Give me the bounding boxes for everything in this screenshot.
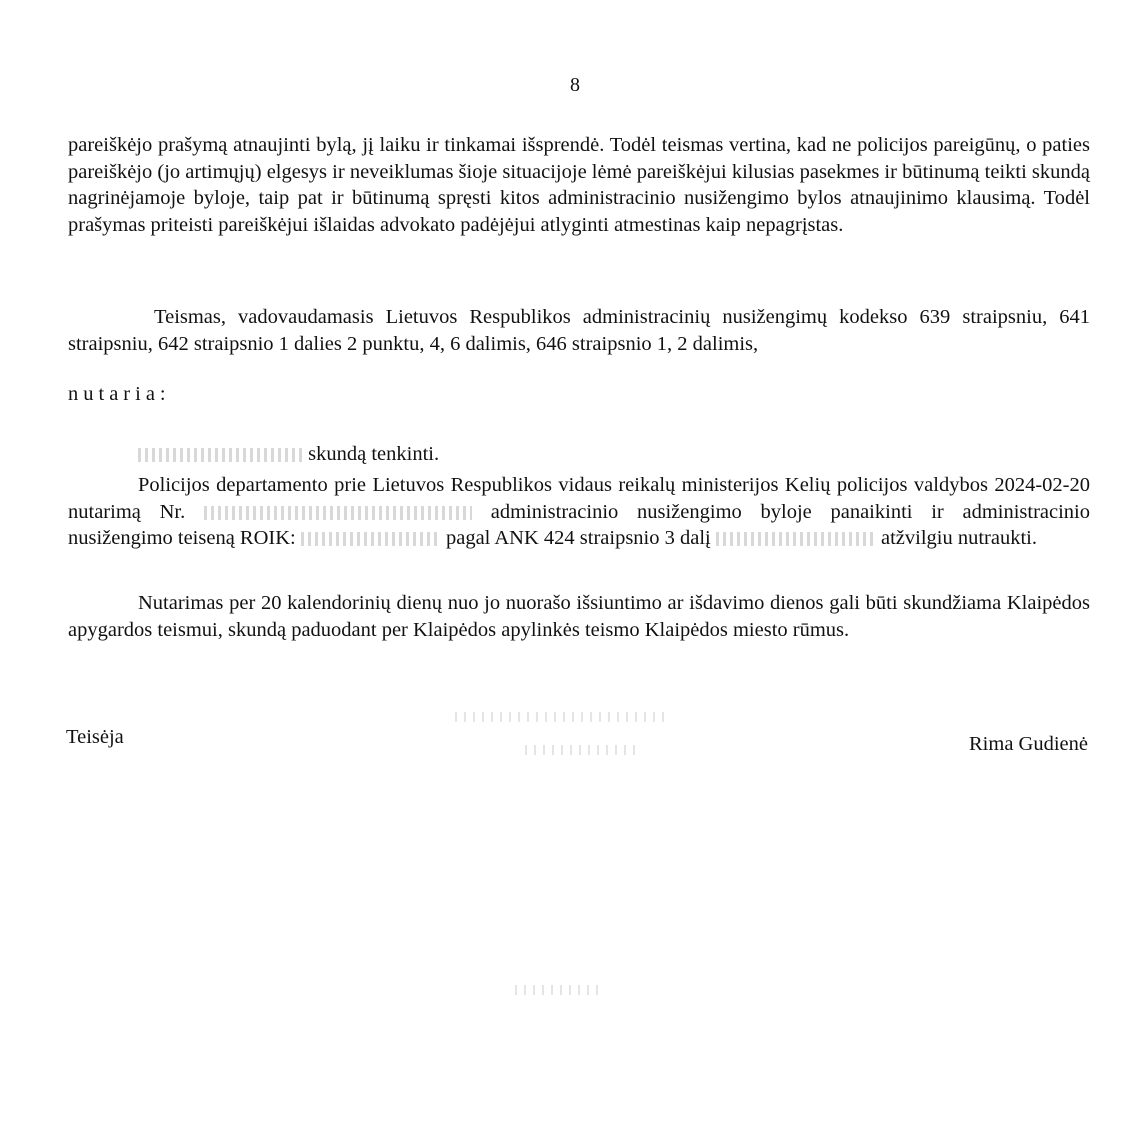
decision-heading: nutaria: (68, 383, 171, 405)
legal-basis-paragraph: Teismas, vadovaudamasis Lietuvos Respublikos administracinių nusižengimų kodekso 639 straipsniu, 641 straipsniu, 642 straipsnio 1 dalies 2 punktu, 4, 6 dalimis, 646 straipsnio 1, 2 dalimis, (68, 306, 1090, 355)
redacted-applicant-name (138, 448, 303, 462)
decision-item-2-part3: pagal ANK 424 straipsnio 3 dalį (445, 527, 711, 549)
page-number: 8 (570, 74, 580, 96)
decision-item-2-part4: atžvilgiu nutraukti. (881, 527, 1037, 549)
decision-item-2-part1: Policijos departamento prie Lietuvos Respublikos vidaus reikalų ministerijos Kelių policijos valdybos 2024-02-20 nutarimą Nr. (68, 474, 1090, 523)
signature-name: Rima Gudienė (969, 733, 1088, 755)
decision-item-3: Nutarimas per 20 kalendorinių dienų nuo jo nuorašo išsiuntimo ar išdavimo dienos gali būti skundžiama Klaipėdos apygardos teismui, skundą paduodant per Klaipėdos apylinkės teismo Klaipėdos miesto rūmus. (68, 592, 1090, 641)
redacted-person-name (716, 532, 876, 546)
redacted-roik-number (301, 532, 441, 546)
decision-item-1-text: skundą tenkinti. (308, 443, 440, 465)
redacted-resolution-number (204, 506, 472, 520)
decision-item-1 (68, 441, 1090, 468)
decision-item-2 (68, 472, 1090, 552)
decision-item-2-part2: administracinio nusižengimo byloje panaikinti ir administracinio nusižengimo teiseną ROIK: (68, 500, 1090, 549)
faded-stamp-mark (525, 745, 635, 755)
faded-stamp-mark (515, 985, 600, 995)
faded-stamp-mark (455, 712, 665, 722)
reasoning-paragraph: pareiškėjo prašymą atnaujinti bylą, jį laiku ir tinkamai išsprendė. Todėl teismas vertina, kad ne policijos pareigūnų, o paties pareiškėjo (jo artimųjų) elgesys ir neveiklumas šioje situacijoje lėmė pareiškėjui kilusias pasekmes ir būtinumą teikti skundą nagrinėjamoje byloje, taip pat ir būtinumą spręsti kitos administracinio nusižengimo bylos atnaujinimo klausimą. Todėl prašymas priteisti pareiškėjui išlaidas advokato padėjėjui atlyginti atmestinas kaip nepagrįstas. (68, 134, 1090, 236)
signature-role: Teisėja (66, 726, 124, 748)
